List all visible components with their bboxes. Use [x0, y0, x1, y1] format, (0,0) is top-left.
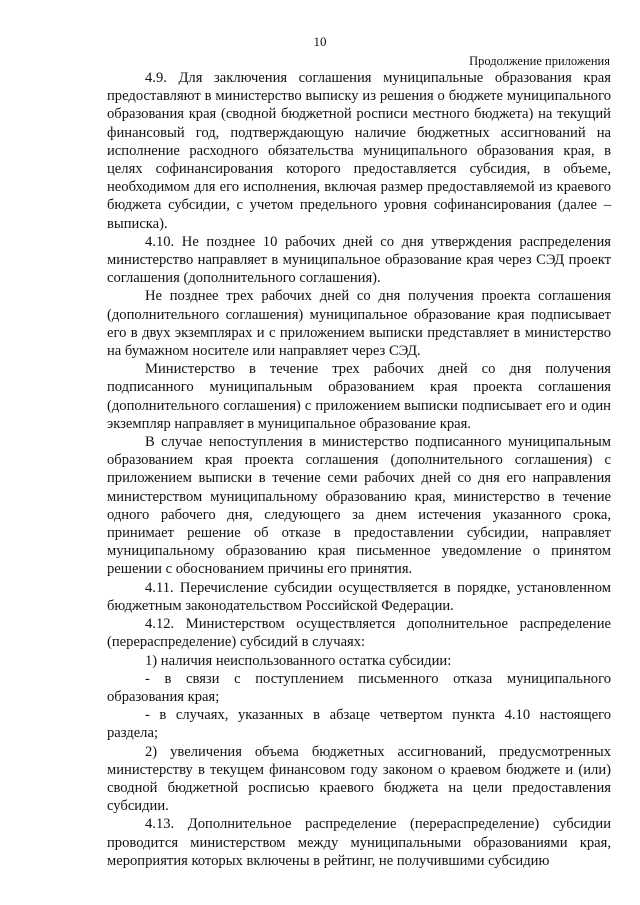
- paragraph-signing-by-ministry: Министерство в течение трех рабочих дней со дня получения подписанного муниципальным образованием края проекта соглашения (дополнительного соглашения) с приложением выписки подписывает его и один экземпляр направляет в муниципальное образование края.: [107, 361, 611, 432]
- paragraph-4-13: 4.13. Дополнительное распределение (перераспределение) субсидии проводится министерством между муниципальными образованиями края, мероприятия которых включены в рейтинг, не получившими субсидию: [107, 816, 611, 869]
- paragraph-4-11: 4.11. Перечисление субсидии осуществляется в порядке, установленном бюджетным законодательством Российской Федерации.: [107, 579, 611, 614]
- list-item-2: 2) увеличения объема бюджетных ассигнований, предусмотренных министерству в текущем финансовом году законом о краевом бюджете и (или) сводной бюджетной росписью краевого бюджета на цели предоставления субсидии.: [107, 743, 611, 815]
- paragraph-4-9: 4.9. Для заключения соглашения муниципальные образования края предоставляют в министерство выписку из решения о бюджете муниципального образования края (сводной бюджетной росписи местного бюджета) на текущий финансовый год, подтверждающую наличие бюджетных ассигнований на исполнение расходного обязательства муниципального образования края, в целях софинансирования которого предоставляется субсидия, в объеме, необходимом для его исполнения, включая размер предоставляемой из краевого бюджета субсидии, с учетом предельного уровня софинансирования (далее – выписка).: [107, 70, 611, 232]
- list-item-1: 1) наличия неиспользованного остатка субсидии:: [145, 652, 452, 669]
- page-number: 10: [313, 34, 327, 49]
- list-subitem-cases-4-10: - в случаях, указанных в абзаце четвертом пункта 4.10 настоящего раздела;: [107, 707, 611, 742]
- list-subitem-written-refusal: - в связи с поступлением письменного отказа муниципального образования края;: [107, 670, 611, 705]
- paragraph-signing-by-municipality: Не позднее трех рабочих дней со дня получения проекта соглашения (дополнительного соглашения) муниципальное образование края подписывает его в двух экземплярах и с приложением выписки представляет в министерство на бумажном носителе или направляет через СЭД.: [107, 288, 611, 360]
- paragraph-4-10: 4.10. Не позднее 10 рабочих дней со дня утверждения распределения министерство направляет в муниципальное образование края через СЭД проект соглашения (дополнительного соглашения).: [107, 233, 611, 287]
- appendix-continuation-note: Продолжение приложения: [469, 54, 610, 68]
- document-body: [107, 69, 611, 870]
- paragraph-non-receipt: В случае непоступления в министерство подписанного муниципальным образованием края проекта соглашения (дополнительного соглашения) с приложением выписки в течение семи рабочих дней со дня его направления министерством муниципальному образованию края, министерство в течение одного рабочего дня, следующего за днем истечения указанного срока, принимает решение об отказе в предоставлении субсидии, направляет муниципальному образованию края письменное уведомление о принятом решении с обоснованием причины его принятия.: [107, 434, 611, 578]
- paragraph-4-12: 4.12. Министерством осуществляется дополнительное распределение (перераспределение) субсидий в случаях:: [107, 616, 611, 651]
